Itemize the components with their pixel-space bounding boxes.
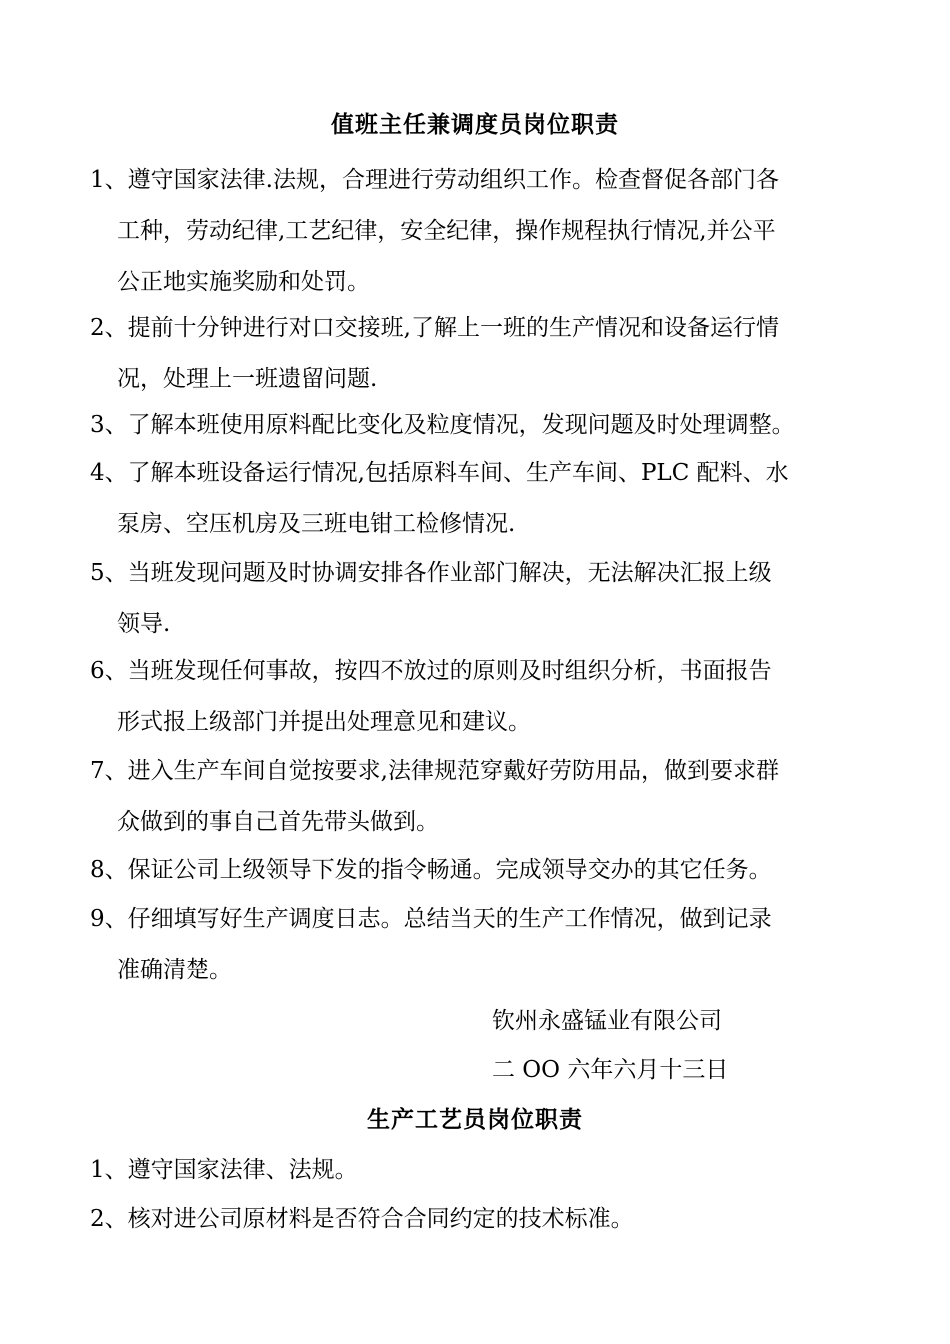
duty-line: 形式报上级部门并提出处理意见和建议。 xyxy=(117,709,531,735)
duty-line: 9、仔细填写好生产调度日志。总结当天的生产工作情况，做到记录 xyxy=(90,906,772,932)
duty-item-2 xyxy=(90,303,870,405)
duty-item-8 xyxy=(90,845,870,896)
duty-line: 4、了解本班设备运行情况,包括原料车间、生产车间、PLC 配料、水 xyxy=(90,460,789,486)
duty-item-1 xyxy=(90,155,870,308)
duty-item-5 xyxy=(90,548,870,650)
duty-item-9 xyxy=(90,894,870,996)
duty-item-6 xyxy=(90,646,870,748)
duty-line: 2、核对进公司原材料是否符合合同约定的技术标准。 xyxy=(90,1206,634,1232)
duty-line: 5、当班发现问题及时协调安排各作业部门解决，无法解决汇报上级 xyxy=(90,560,772,586)
duty-item-2 xyxy=(90,1194,870,1245)
duty-line: 6、当班发现任何事故，按四不放过的原则及时组织分析，书面报告 xyxy=(90,658,772,684)
duty-line: 况，处理上一班遗留问题. xyxy=(117,366,378,392)
duty-item-7 xyxy=(90,746,870,848)
company-signature: 钦州永盛锰业有限公司 xyxy=(492,1008,722,1034)
duty-item-4 xyxy=(90,448,870,550)
duty-line: 公正地实施奖励和处罚。 xyxy=(117,269,370,295)
duty-line: 1、遵守国家法律、法规。 xyxy=(90,1157,358,1183)
duty-line: 众做到的事自己首先带头做到。 xyxy=(117,809,439,835)
duty-item-3 xyxy=(90,400,870,451)
duty-line: 3、了解本班使用原料配比变化及粒度情况，发现问题及时处理调整。 xyxy=(90,412,795,438)
section2-title: 生产工艺员岗位职责 xyxy=(367,1106,583,1133)
signature-date: 二 OO 六年六月十三日 xyxy=(492,1057,729,1083)
duty-line: 领导. xyxy=(117,611,171,637)
duty-line: 2、提前十分钟进行对口交接班,了解上一班的生产情况和设备运行情 xyxy=(90,315,779,341)
duty-line: 泵房、空压机房及三班电钳工检修情况. xyxy=(117,511,516,537)
duty-line: 1、遵守国家法律.法规，合理进行劳动组织工作。检查督促各部门各 xyxy=(90,167,779,193)
duty-item-1 xyxy=(90,1145,870,1196)
duty-line: 工种，劳动纪律,工艺纪律，安全纪律，操作规程执行情况,并公平 xyxy=(117,218,776,244)
duty-line: 8、保证公司上级领导下发的指令畅通。完成领导交办的其它任务。 xyxy=(90,857,772,883)
section1-title: 值班主任兼调度员岗位职责 xyxy=(331,111,619,138)
duty-line: 准确清楚。 xyxy=(117,957,232,983)
duty-line: 7、进入生产车间自觉按要求,法律规范穿戴好劳防用品，做到要求群 xyxy=(90,758,779,784)
